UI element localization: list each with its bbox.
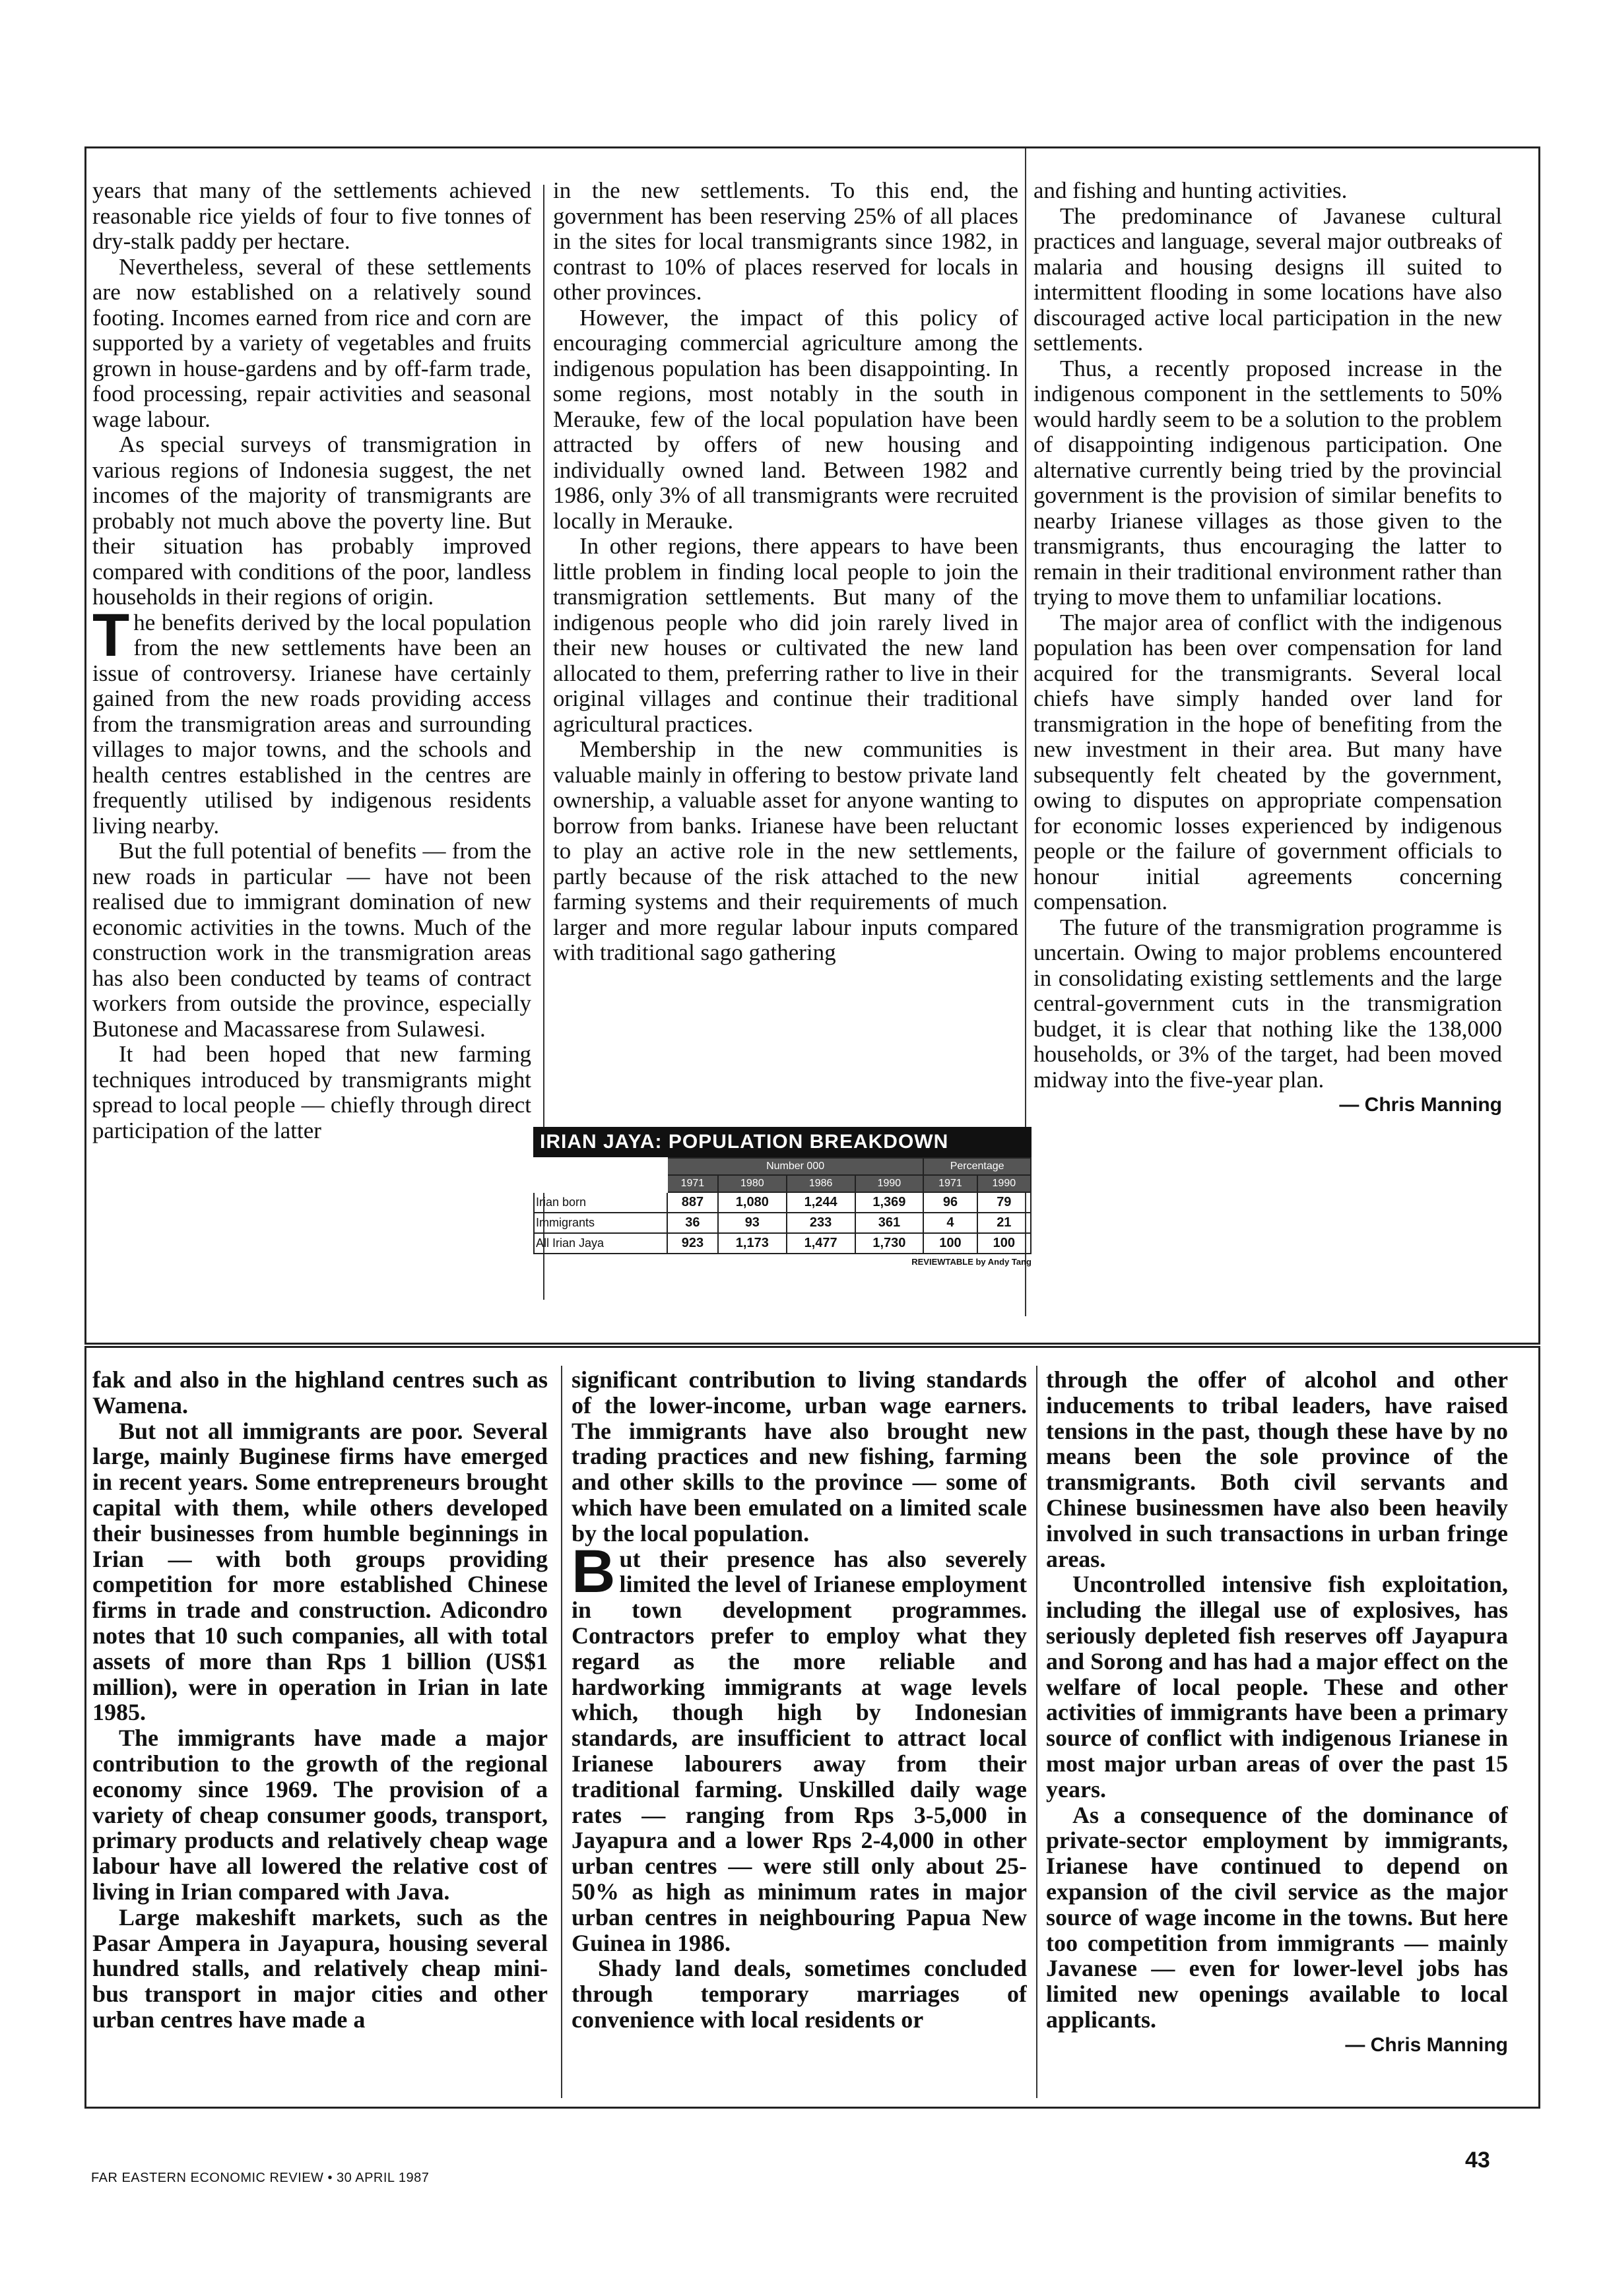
table-year-header: 1986 [787,1175,855,1192]
paragraph: fak and also in the highland centres such as Wamena. [92,1367,548,1419]
table-cell: 79 [977,1192,1031,1213]
paragraph: As a consequence of the dominance of private-sector employment by immigrants, Irianese have continued to depend on expansion of the civil service as the major source of wage income in the towns. But here too competition from immigrants — mainly Javanese — even for lower-level jobs has limited new openings available to local applicants. [1046,1801,1508,2033]
table-cell: 361 [855,1213,924,1233]
table-cell: 100 [977,1233,1031,1254]
paragraph: The predominance of Javanese cultural practices and language, several major outbreaks of malaria and housing designs ill suited to intermittent flooding in some locations have also discouraged active local participation in the new settlements. [1033,203,1502,356]
paragraph: years that many of the settlements achieved reasonable rice yields of four to five tonnes of dry-stalk paddy per hectare. [92,178,531,254]
paragraph: The future of the transmigration programme is uncertain. Owing to major problems encountered in consolidating existing settlements and the large central-government cuts in the transmigration budget, it is clear that nothing like the 138,000 households, or 3% of the target, had been moved midway into the five-year plan. [1033,914,1502,1093]
paragraph: in the new settlements. To this end, the government has been reserving 25% of all places in the sites for local transmigrants since 1982, in contrast to 10% of places reserved for locals in other provinces. [553,178,1018,305]
table-year-header: 1990 [855,1175,924,1192]
publication-footer: FAR EASTERN ECONOMIC REVIEW • 30 APRIL 1987 [91,2171,430,2185]
paragraph: It had been hoped that new farming techniques introduced by transmigrants might spread to local people — chiefly through direct participation of the latter [92,1041,531,1143]
paragraph: Nevertheless, several of these settlements are now established on a relatively sound footing. Incomes earned from rice and corn are supported by a variety of vegetables and fruits grown in house-gardens and by off-farm trade, food processing, repair activities and seasonal wage labour. [92,253,531,432]
table-cell: 1,369 [855,1192,924,1213]
table-cell: 1,477 [787,1233,855,1254]
paragraph: Membership in the new communities is valuable mainly in offering to bestow private land ownership, a valuable asset for anyone wanting to borrow from banks. Irianese have been reluctant to play an active role in the new settlements, partly because of the risk attached to the new farming systems and their requirements of much larger and more regular labour inputs compared with traditional sago gathering [553,736,1018,965]
paragraph: The benefits derived by the local population from the new settlements have been an issue of controversy. Irianese have certainly gained from the new roads providing access from the transmigration areas and surrounding villages to major towns, and the schools and health centres established in the centres are frequently utilised by indigenous residents living nearby. [92,601,531,839]
paragraph: But not all immigrants are poor. Several large, mainly Buginese firms have emerged in recent years. Some entrepreneurs brought capital with them, while others developed their businesses from humble beginnings in Irian — with both groups providing competition for more established Chinese firms in trade and construction. Adicondro notes that 10 such companies, all with total assets of more than Rps 1 billion (US$1 million), were in operation in Irian in late 1985. [92,1417,548,1726]
table-cell: 21 [977,1213,1031,1233]
paragraph: But their presence has also severely limited the level of Irianese employment in town development programmes. Contractors prefer to employ what they regard as the more reliable and hardworking immigrants at wage levels which, though high by Indonesian standards, are insufficient to attract local Irianese labourers away from their traditional farming. Unskilled daily wage rates — ranging from Rps 3-5,000 in Jayapura and a lower Rps 2-4,000 in other urban centres — were still only about 25-50% as high as minimum rates in major urban centres in neighbouring Papua New Guinea in 1986. [572,1537,1027,1956]
byline: — Chris Manning [1339,1094,1502,1116]
table-group-number: Number 000 [667,1158,923,1175]
top-column-3 [1033,178,1502,1313]
bottom-column-1 [92,1367,548,2099]
table-cell: 1,173 [718,1233,787,1254]
table-cell: 1,080 [718,1192,787,1213]
paragraph: However, the impact of this policy of encouraging commercial agriculture among the indigenous population has been disappointing. In some regions, most notably in the south in Merauke, few of the local population have been attracted by offers of new housing and individually owned land. Between 1982 and 1986, only 3% of all transmigrants were recruited locally in Merauke. [553,304,1018,534]
table-row [534,1213,1031,1233]
top-column-1 [92,178,531,1313]
paragraph: But the full potential of benefits — from the new roads in particular — have not been realised due to immigrant domination of new economic activities in the towns. Much of the construction work in the transmigration areas has also been conducted by teams of contract workers from outside the province, especially Butonese and Macassarese from Sulawesi. [92,838,531,1042]
paragraph: through the offer of alcohol and other inducements to tribal leaders, have raised tensions in the past, though these have by no means been the sole province of the transmigrants. Both civil servants and Chinese businessmen have also been heavily involved in such transactions in urban fringe areas. [1046,1367,1508,1572]
bottom-column-3 [1046,1367,1508,2099]
table-cell: 887 [667,1192,718,1213]
paragraph: The major area of conflict with the indigenous population has been over compensation for land acquired for the transmigrants. Several local chiefs have simply handed over land for transmigration in the hope of benefiting from the new investment in their area. But many have subsequently felt cheated by the government, owing to disputes on appropriate compensation for economic losses experienced by indigenous people or the failure of government officials to honour initial agreements concerning compensation. [1033,609,1502,914]
table-year-header: 1990 [977,1175,1031,1192]
column-rule [1036,1366,1037,2098]
table-cell: 1,244 [787,1192,855,1213]
table-cell: 100 [923,1233,977,1254]
paragraph: As special surveys of transmigration in various regions of Indonesia suggest, the net incomes of the majority of transmigrants are probably not much above the poverty line. But their situation has probably improved compared with conditions of the poor, landless households in their regions of origin. [92,431,531,610]
population-breakdown-table [533,1127,1032,1267]
table-row [534,1192,1031,1213]
page-number: 43 [1465,2148,1490,2173]
table-year-header: 1971 [667,1175,718,1192]
top-column-2 [553,178,1018,1122]
table-credit: REVIEWTABLE by Andy Tang [911,1257,1032,1267]
table-cell: 4 [923,1213,977,1233]
paragraph: Shady land deals, sometimes concluded through temporary marriages of convenience with local residents or [572,1955,1027,2033]
table-title: IRIAN JAYA: POPULATION BREAKDOWN [533,1127,1032,1157]
paragraph: Large makeshift markets, such as the Pasar Ampera in Jayapura, housing several hundred stalls, and relatively cheap mini-bus transport in major cities and other urban centres have made a [92,1903,548,2033]
table-row-label: Irian born [534,1192,667,1213]
table-year-header: 1971 [923,1175,977,1192]
table-cell: 93 [718,1213,787,1233]
paragraph: In other regions, there appears to have been little problem in finding local people to join the transmigration settlements. But many of the indigenous people who did join rarely lived in their new houses or cultivated the new land allocated to them, preferring rather to live in their original villages and continue their traditional agricultural practices. [553,533,1018,737]
paragraph: and fishing and hunting activities. [1033,178,1348,203]
column-rule [561,1366,562,2098]
table-group-percent: Percentage [923,1158,1031,1175]
table-year-header: 1980 [718,1175,787,1192]
table-cell: 233 [787,1213,855,1233]
byline: — Chris Manning [1345,2033,1508,2056]
bottom-column-2 [572,1367,1027,2099]
paragraph: The immigrants have made a major contribution to the growth of the regional economy since 1969. The provision of a variety of cheap consumer goods, transport, primary products and relatively cheap wage labour have all lowered the relative cost of living in Irian compared with Java. [92,1725,548,1905]
table-cell: 36 [667,1213,718,1233]
paragraph: Uncontrolled intensive fish exploitation, including the illegal use of explosives, has seriously depleted fish reserves off Jayapura and Sorong and has had a major effect on the welfare of local people. These and other activities of immigrants have been a primary source of conflict with indigenous Irianese in most major urban areas of over the past 15 years. [1046,1571,1508,1802]
paragraph: Thus, a recently proposed increase in the indigenous component in the settlements to 50% would hardly seem to be a solution to the problem of disappointing indigenous participation. One alternative currently being tried by the provincial government is the provision of similar benefits to nearby Irianese villages as those given to the transmigrants, thus encouraging the latter to remain in their traditional environment rather than trying to move them to unfamiliar locations. [1033,355,1502,610]
table-cell: 96 [923,1192,977,1213]
paragraph: significant contribution to living standards of the lower-income, urban wage earners. The immigrants have also brought new trading practices and new fishing, farming and other skills to the province — some of which have been emulated on a limited scale by the local population. [572,1367,1027,1547]
table-cell: 1,730 [855,1233,924,1254]
table-row-label: Immigrants [534,1213,667,1233]
table-row [534,1233,1031,1254]
table-row-label: All Irian Jaya [534,1233,667,1254]
table-cell: 923 [667,1233,718,1254]
